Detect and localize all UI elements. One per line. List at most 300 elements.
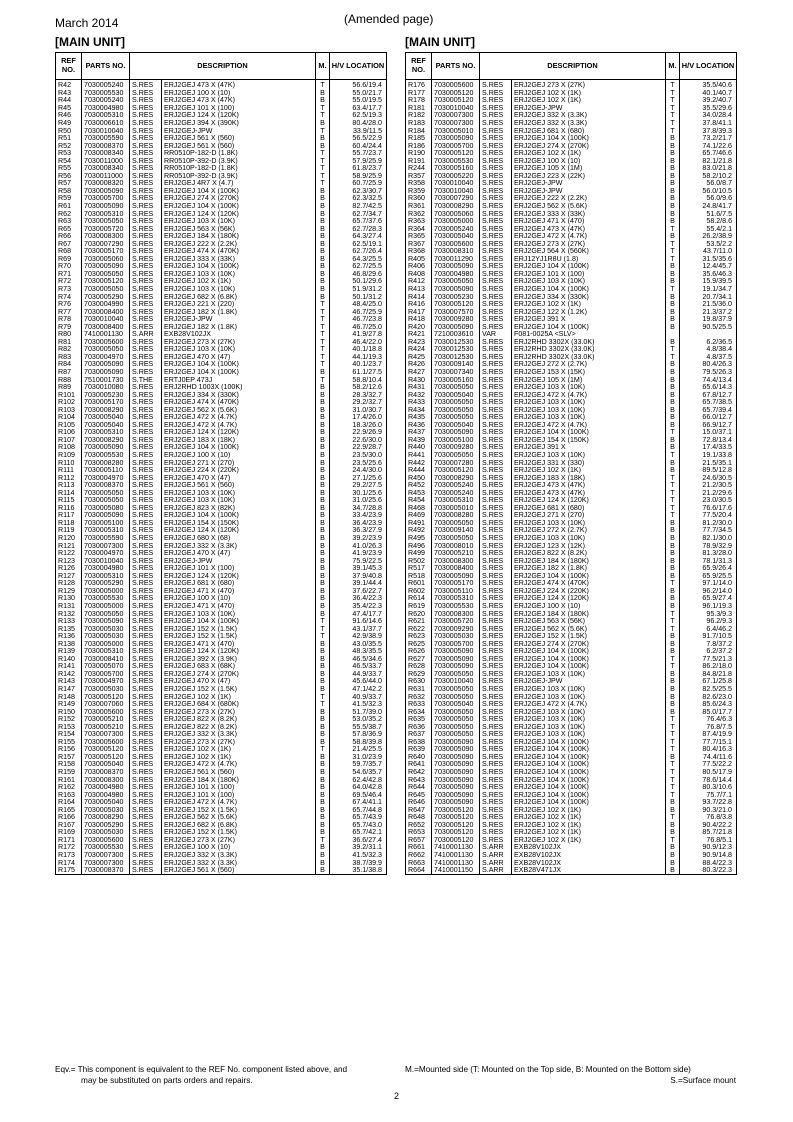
parts-no-cell: 7030005100: [82, 520, 130, 528]
ref-no-cell: R518: [406, 573, 432, 581]
ref-no-cell: R622: [406, 625, 432, 633]
hv-location-cell: 48.4/25.0: [330, 301, 387, 309]
hv-location-cell: 35.4/22.3: [330, 603, 387, 611]
parts-no-cell: 7030005090: [432, 324, 480, 332]
part-type-cell: S.RES: [480, 678, 512, 686]
description-cell: ERJ2GEJ 100 X (10): [162, 452, 316, 460]
part-type-cell: S.RES: [130, 278, 162, 286]
parts-no-cell: 7030005050: [82, 497, 130, 505]
description-cell: ERJ2GEJ 102 X (1K): [512, 837, 666, 845]
description-cell: ERJ2GEJ 333 X (33K): [512, 210, 666, 218]
table-row: [56, 354, 387, 362]
part-type-cell: S.RES: [480, 293, 512, 301]
hv-location-cell: 56.5/22.9: [330, 135, 387, 143]
mounted-side-cell: B: [316, 723, 330, 731]
mounted-side-cell: T: [666, 716, 680, 724]
part-type-cell: S.RES: [130, 535, 162, 543]
table-row: [56, 610, 387, 618]
description-cell: ERJ2GEJ 224 X (220K): [512, 588, 666, 596]
table-row: [56, 120, 387, 128]
parts-no-cell: 7030005050: [82, 490, 130, 498]
parts-no-cell: 7030005050: [82, 286, 130, 294]
equivalence-note: [55, 1064, 347, 1086]
part-type-cell: S.RES: [130, 316, 162, 324]
description-cell: ERJ2GEJ 474 X (470K): [162, 248, 316, 256]
part-type-cell: S.RES: [130, 844, 162, 852]
ref-no-cell: R662: [406, 852, 432, 860]
ref-no-cell: R63: [56, 218, 82, 226]
ref-no-cell: R166: [56, 814, 82, 822]
hv-location-cell: 90.9/12.3: [680, 844, 737, 852]
hv-location-cell: 46.7/23.8: [330, 316, 387, 324]
ref-no-cell: R67: [56, 240, 82, 248]
table-row: [406, 754, 737, 762]
table-row: [56, 814, 387, 822]
ref-no-cell: R88: [56, 376, 82, 384]
col-parts-no: PARTS NO.: [432, 53, 480, 80]
mounted-side-cell: B: [666, 648, 680, 656]
parts-no-cell: 7030004990: [82, 301, 130, 309]
mounted-side-cell: T: [666, 105, 680, 113]
description-cell: ERJ2GEJ 103 X (10K): [512, 686, 666, 694]
parts-no-cell: 7030007300: [82, 542, 130, 550]
description-cell: ERJ2GEJ 472 X (4.7K): [162, 422, 316, 430]
table-row: [56, 324, 387, 332]
description-cell: ERJ2GEJ 104 X (100K): [512, 263, 666, 271]
parts-no-cell: 7030005230: [432, 293, 480, 301]
hv-location-cell: 95.3/9.3: [680, 610, 737, 618]
ref-no-cell: R357: [406, 173, 432, 181]
hv-location-cell: 75.7/7.1: [680, 791, 737, 799]
ref-no-cell: R107: [56, 437, 82, 445]
part-type-cell: S.RES: [130, 369, 162, 377]
parts-no-cell: 7030008370: [82, 142, 130, 150]
part-type-cell: S.RES: [130, 497, 162, 505]
part-type-cell: S.RES: [130, 195, 162, 203]
mounted-side-cell: B: [316, 527, 330, 535]
parts-no-cell: 7030005170: [82, 399, 130, 407]
description-cell: ERJ2GEJ 562 X (5.6K): [512, 203, 666, 211]
description-cell: ERJ2GEJ 273 X (27K): [162, 339, 316, 347]
parts-no-cell: 7030005720: [432, 618, 480, 626]
ref-no-cell: R139: [56, 648, 82, 656]
mounted-side-cell: B: [316, 459, 330, 467]
table-row: [56, 520, 387, 528]
page-number: 2: [393, 1091, 399, 1101]
parts-no-cell: 7030005010: [432, 127, 480, 135]
table-row: [406, 723, 737, 731]
table-row: [406, 814, 737, 822]
mounted-side-cell: B: [666, 799, 680, 807]
table-row: [406, 625, 737, 633]
part-type-cell: S.RES: [480, 640, 512, 648]
hv-location-cell: 65.7/37.6: [330, 218, 387, 226]
parts-no-cell: 7030005290: [82, 822, 130, 830]
ref-no-cell: R186: [406, 142, 432, 150]
hv-location-cell: 62.7/34.7: [330, 210, 387, 218]
mounted-side-cell: T: [666, 240, 680, 248]
table-row: [406, 346, 737, 354]
hv-location-cell: 76.8/3.8: [680, 814, 737, 822]
description-cell: ERJ2GEJ-JPW: [162, 316, 316, 324]
parts-no-cell: 7030007300: [82, 731, 130, 739]
description-cell: ERJ2GEJ-JPW: [512, 188, 666, 196]
part-type-cell: S.RES: [480, 580, 512, 588]
description-cell: ERJ2GEJ 682 X (6.8K): [162, 293, 316, 301]
table-row: [56, 723, 387, 731]
part-type-cell: S.RES: [130, 625, 162, 633]
hv-location-cell: 65.7/43.0: [330, 822, 387, 830]
part-type-cell: S.RES: [130, 210, 162, 218]
parts-no-cell: 7030005110: [432, 588, 480, 596]
parts-no-cell: 7410001130: [432, 844, 480, 852]
parts-no-cell: 7030005050: [432, 708, 480, 716]
mounted-side-cell: T: [316, 173, 330, 181]
parts-no-cell: 7030008290: [82, 407, 130, 415]
description-cell: ERJ2GEJ 271 X (270): [512, 512, 666, 520]
mounted-side-cell: B: [316, 203, 330, 211]
ref-no-cell: R113: [56, 482, 82, 490]
part-type-cell: S.RES: [130, 512, 162, 520]
parts-no-cell: 7030005050: [432, 399, 480, 407]
table-row: [406, 520, 737, 528]
ref-no-cell: R619: [406, 603, 432, 611]
hv-location-cell: 93.7/22.8: [680, 799, 737, 807]
mounted-side-cell: T: [666, 490, 680, 498]
ref-no-cell: R638: [406, 739, 432, 747]
table-row: [406, 376, 737, 384]
part-type-cell: S.RES: [130, 633, 162, 641]
parts-no-cell: 7210003610: [432, 331, 480, 339]
part-type-cell: S.RES: [480, 452, 512, 460]
hv-location-cell: 4.8/38.4: [680, 346, 737, 354]
parts-no-cell: 7030005110: [82, 467, 130, 475]
hv-location-cell: 19.8/37.9: [680, 316, 737, 324]
part-type-cell: S.RES: [480, 482, 512, 490]
mounted-side-cell: B: [316, 142, 330, 150]
ref-no-cell: R185: [406, 135, 432, 143]
hv-location-cell: 62.4/42.8: [330, 776, 387, 784]
ref-no-cell: R358: [406, 180, 432, 188]
mounted-side-cell: B: [316, 512, 330, 520]
parts-no-cell: 7030007280: [432, 459, 480, 467]
ref-no-cell: R114: [56, 490, 82, 498]
part-type-cell: S.RES: [480, 278, 512, 286]
hv-location-cell: 42.9/38.9: [330, 633, 387, 641]
mounted-side-cell: B: [666, 565, 680, 573]
part-type-cell: S.RES: [130, 573, 162, 581]
description-cell: ERJ2GEJ 152 X (1.5K): [162, 633, 316, 641]
ref-no-cell: R159: [56, 769, 82, 777]
ref-no-cell: R52: [56, 142, 82, 150]
hv-location-cell: 59.7/35.7: [330, 761, 387, 769]
table-row: [406, 286, 737, 294]
parts-no-cell: 7030005050: [432, 723, 480, 731]
ref-no-cell: R118: [56, 520, 82, 528]
description-cell: ERJ2GEJ 100 X (10): [512, 157, 666, 165]
hv-location-cell: 67.4/41.1: [330, 799, 387, 807]
hv-location-cell: 28.3/32.7: [330, 391, 387, 399]
description-cell: RR0510P-392-D (3.9K): [162, 157, 316, 165]
ref-no-cell: R169: [56, 829, 82, 837]
mounted-side-cell: B: [316, 708, 330, 716]
mounted-side-cell: T: [666, 354, 680, 362]
table-row: [406, 384, 737, 392]
description-cell: ERJ2GEJ 103 X (10K): [512, 671, 666, 679]
description-cell: ERJ2GEJ 472 X (4.7K): [162, 414, 316, 422]
mounted-side-cell: T: [666, 739, 680, 747]
parts-no-cell: 7030005530: [82, 452, 130, 460]
ref-no-cell: R80: [56, 331, 82, 339]
part-type-cell: S.RES: [480, 693, 512, 701]
part-type-cell: S.RES: [130, 452, 162, 460]
table-row: [406, 542, 737, 550]
mounted-side-cell: T: [316, 165, 330, 173]
part-type-cell: S.RES: [130, 761, 162, 769]
table-row: [406, 527, 737, 535]
description-cell: ERJ2GEJ 104 X (100K): [512, 429, 666, 437]
mounted-side-cell: B: [316, 829, 330, 837]
mounted-side-cell: B: [316, 293, 330, 301]
table-row: [56, 776, 387, 784]
mounted-side-cell: T: [666, 663, 680, 671]
description-cell: ERJ2GEJ 124 X (120K): [162, 210, 316, 218]
description-cell: ERJ2GEJ 680 X (68): [162, 535, 316, 543]
description-cell: EXB28V102JX: [512, 852, 666, 860]
description-cell: RR0510P-392-D (3.9K): [162, 173, 316, 181]
parts-no-cell: 7030007300: [82, 859, 130, 867]
description-cell: ERJ2GEJ 102 X (1K): [512, 822, 666, 830]
table-row: [406, 490, 737, 498]
ref-no-cell: R652: [406, 822, 432, 830]
table-row: [406, 557, 737, 565]
table-row: [406, 708, 737, 716]
hv-location-cell: 90.9/14.8: [680, 852, 737, 860]
description-cell: ERJ2GEJ 104 X (100K): [512, 286, 666, 294]
hv-location-cell: 80.4/26.3: [680, 361, 737, 369]
mounted-side-cell: T: [316, 301, 330, 309]
ref-no-cell: R57: [56, 180, 82, 188]
hv-location-cell: 51.7/39.0: [330, 708, 387, 716]
hv-location-cell: 39.1/45.3: [330, 565, 387, 573]
mounted-side-cell: T: [316, 150, 330, 158]
description-cell: ERJ2GEJ 104 X (100K): [512, 791, 666, 799]
ref-no-cell: R640: [406, 754, 432, 762]
hv-location-cell: 35.6/46.3: [680, 271, 737, 279]
description-cell: ERJ2GEJ 473 X (47K): [162, 80, 316, 90]
mounted-side-cell: T: [666, 112, 680, 120]
hv-location-cell: 30.1/25.6: [330, 490, 387, 498]
part-type-cell: S.RES: [480, 520, 512, 528]
ref-no-cell: R62: [56, 210, 82, 218]
description-cell: ERJ2GEJ 103 X (10K): [162, 271, 316, 279]
parts-no-cell: 7030005090: [82, 369, 130, 377]
mounted-side-cell: T: [316, 157, 330, 165]
parts-no-cell: 7030005040: [82, 414, 130, 422]
description-cell: ERJ2GEJ 183 X (18K): [512, 474, 666, 482]
description-cell: ERJ2GEJ 104 X (100K): [512, 754, 666, 762]
ref-no-cell: R623: [406, 633, 432, 641]
part-type-cell: S.RES: [130, 588, 162, 596]
hv-location-cell: 37.6/22.7: [330, 588, 387, 596]
hv-location-cell: 44.9/33.7: [330, 671, 387, 679]
parts-no-cell: 7030005090: [432, 429, 480, 437]
parts-no-cell: 7030005090: [432, 784, 480, 792]
description-cell: ERJ2GEJ 103 X (10K): [162, 497, 316, 505]
part-type-cell: S.RES: [480, 157, 512, 165]
part-type-cell: S.RES: [480, 256, 512, 264]
description-cell: ERJ2GEJ 274 X (270K): [512, 142, 666, 150]
description-cell: ERJ2GEJ 154 X (150K): [512, 437, 666, 445]
parts-no-cell: 7030005050: [82, 346, 130, 354]
hv-location-cell: 56.0/9.6: [680, 195, 737, 203]
hv-location-cell: 43.0/35.5: [330, 640, 387, 648]
part-type-cell: S.RES: [130, 693, 162, 701]
table-row: [56, 437, 387, 445]
table-row: [56, 271, 387, 279]
description-cell: ERJ2GEJ 470 X (47): [162, 354, 316, 362]
table-row: [406, 407, 737, 415]
description-cell: ERJ2GEJ 472 X (4.7K): [512, 233, 666, 241]
hv-location-cell: 56.6/19.4: [330, 80, 387, 90]
ref-no-cell: R44: [56, 97, 82, 105]
parts-no-cell: 7030005090: [82, 188, 130, 196]
description-cell: EXB28V102JX: [512, 844, 666, 852]
part-type-cell: S.RES: [130, 822, 162, 830]
description-cell: ERJ2GEJ 103 X (10K): [512, 384, 666, 392]
table-row: [56, 263, 387, 271]
mounted-side-cell: B: [316, 754, 330, 762]
description-cell: ERJ2GEJ 104 X (100K): [512, 663, 666, 671]
table-row: [406, 308, 737, 316]
parts-no-cell: 7410001150: [432, 867, 480, 875]
table-row: [406, 414, 737, 422]
part-type-cell: S.RES: [480, 633, 512, 641]
description-cell: ERJ2GEJ 103 X (10K): [512, 535, 666, 543]
ref-no-cell: R50: [56, 127, 82, 135]
part-type-cell: S.RES: [480, 97, 512, 105]
ref-no-cell: R72: [56, 278, 82, 286]
part-type-cell: S.RES: [480, 429, 512, 437]
parts-no-cell: 7030009280: [432, 316, 480, 324]
parts-no-cell: 7030005160: [432, 376, 480, 384]
hv-location-cell: 85.6/24.3: [680, 701, 737, 709]
hv-location-cell: 51.9/31.2: [330, 286, 387, 294]
description-cell: ERJ2GEJ 102 X (1K): [162, 693, 316, 701]
ref-no-cell: R435: [406, 414, 432, 422]
parts-no-cell: 7030005090: [82, 444, 130, 452]
part-type-cell: S.RES: [130, 135, 162, 143]
mounted-side-cell: B: [316, 218, 330, 226]
description-cell: ERJ2GEJ 153 X (15K): [512, 369, 666, 377]
description-cell: ERJ2GEJ 103 X (10K): [512, 716, 666, 724]
table-row: [56, 754, 387, 762]
part-type-cell: VAR: [480, 331, 512, 339]
ref-no-cell: R138: [56, 640, 82, 648]
part-type-cell: S.RES: [480, 656, 512, 664]
ref-no-cell: R661: [406, 844, 432, 852]
description-cell: ERJ2RHD 3302X (33.0K): [512, 339, 666, 347]
mounted-side-cell: B: [666, 822, 680, 830]
parts-no-cell: 7030005040: [432, 422, 480, 430]
description-cell: ERJ2GEJ 124 X (120K): [162, 112, 316, 120]
description-cell: ERJ2GEJ 124 X (120K): [162, 429, 316, 437]
description-cell: ERJ2GEJ 103 X (10K): [512, 278, 666, 286]
table-row: [56, 573, 387, 581]
parts-no-cell: 7030008290: [432, 203, 480, 211]
table-row: [56, 203, 387, 211]
table-row: [56, 422, 387, 430]
description-cell: ERJ2GEJ 103 X (10K): [162, 610, 316, 618]
table-row: [56, 595, 387, 603]
hv-location-cell: 39.2/40.7: [680, 97, 737, 105]
ref-no-cell: R439: [406, 437, 432, 445]
hv-location-cell: 62.5/19.3: [330, 112, 387, 120]
parts-no-cell: 7030005050: [432, 686, 480, 694]
parts-no-cell: 7030005530: [82, 90, 130, 98]
part-type-cell: S.RES: [480, 339, 512, 347]
part-type-cell: S.RES: [130, 746, 162, 754]
table-row: [406, 331, 737, 339]
table-row: [56, 286, 387, 294]
ref-no-cell: R626: [406, 648, 432, 656]
table-row: [406, 595, 737, 603]
hv-location-cell: 67.8/12.7: [680, 391, 737, 399]
mounted-side-cell: B: [666, 844, 680, 852]
parts-no-cell: 7030008280: [82, 459, 130, 467]
mounted-side-cell: B: [316, 565, 330, 573]
mounted-side-cell: T: [666, 580, 680, 588]
description-cell: ERJ2GEJ 101 X (100): [162, 565, 316, 573]
mounted-side-cell: B: [316, 799, 330, 807]
table-row: [56, 195, 387, 203]
ref-no-cell: R625: [406, 640, 432, 648]
ref-no-cell: R143: [56, 678, 82, 686]
hv-location-cell: 40.1/23.7: [330, 361, 387, 369]
description-cell: ERJ2GEJ 102 X (1K): [162, 746, 316, 754]
parts-no-cell: 7030004980: [82, 791, 130, 799]
description-cell: ERJ2GEJ 473 X (47K): [512, 482, 666, 490]
hv-location-cell: 61.8/23.7: [330, 165, 387, 173]
part-type-cell: S.RES: [480, 414, 512, 422]
description-cell: ERJ2GEJ 331 X (330): [512, 459, 666, 467]
parts-no-cell: 7030005030: [432, 633, 480, 641]
table-row: [406, 301, 737, 309]
part-type-cell: S.RES: [480, 105, 512, 113]
ref-no-cell: R51: [56, 135, 82, 143]
part-type-cell: S.RES: [130, 437, 162, 445]
part-type-cell: S.RES: [130, 754, 162, 762]
part-type-cell: S.RES: [130, 731, 162, 739]
parts-no-cell: 7030005090: [82, 203, 130, 211]
part-type-cell: S.RES: [130, 505, 162, 513]
table-row: [406, 165, 737, 173]
hv-location-cell: 57.8/36.9: [330, 731, 387, 739]
description-cell: ERJ2GEJ 332 X (3.3K): [162, 859, 316, 867]
part-type-cell: S.RES: [130, 784, 162, 792]
hv-location-cell: 82.7/42.5: [330, 203, 387, 211]
parts-no-cell: 7030005310: [82, 210, 130, 218]
parts-no-cell: 7030008400: [82, 324, 130, 332]
part-type-cell: S.RES: [130, 324, 162, 332]
part-type-cell: S.RES: [480, 248, 512, 256]
parts-no-cell: 7030004980: [82, 784, 130, 792]
mounted-side-cell: T: [316, 127, 330, 135]
description-cell: ERJ2GEJ 224 X (220K): [162, 467, 316, 475]
part-type-cell: S.RES: [130, 482, 162, 490]
table-row: [406, 633, 737, 641]
table-row: [56, 791, 387, 799]
